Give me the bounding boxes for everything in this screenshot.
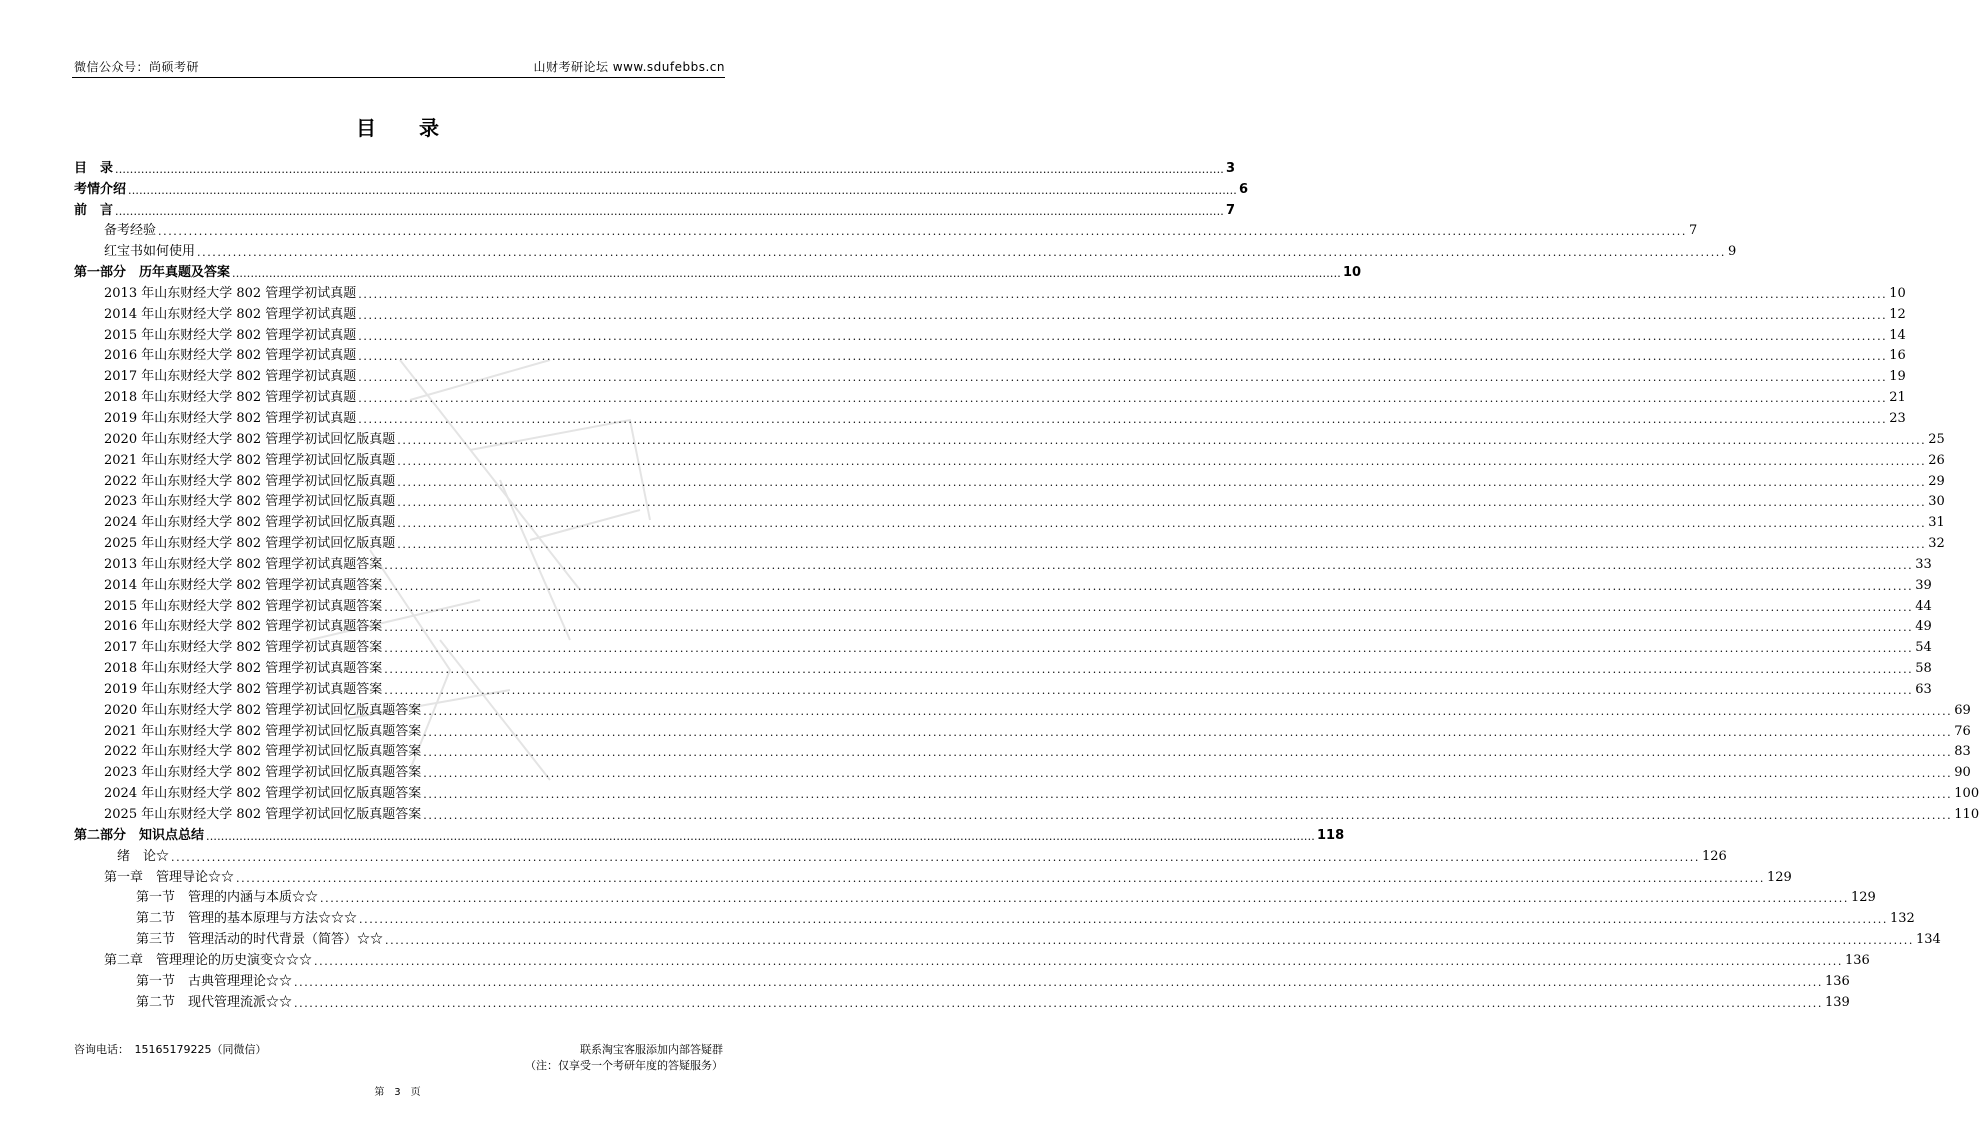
toc-leader-dots: ............................................................................................................................................................................................................................................................................................................ bbox=[358, 412, 1888, 426]
toc-entry[interactable] bbox=[74, 551, 1932, 572]
toc-entry[interactable] bbox=[74, 905, 1915, 927]
toc-leader-dots: ............................................................................................................................................................................................................................................................................................................ bbox=[423, 767, 1953, 781]
toc-entry-title: 第二节 现代管理流派☆☆ bbox=[136, 994, 293, 1010]
toc-entry-page: 136 bbox=[1825, 973, 1850, 989]
toc-entry-title: 前 言 bbox=[74, 202, 114, 218]
toc-entry[interactable] bbox=[74, 489, 1945, 510]
toc-leader-dots: ............................................................................................................................................................................................................................................................................................................ bbox=[397, 475, 1927, 489]
toc-entry-title: 2025 年山东财经大学 802 管理学初试回忆版真题 bbox=[104, 536, 396, 552]
toc-entry-page: 16 bbox=[1889, 348, 1906, 364]
toc-entry-page: 100 bbox=[1954, 786, 1979, 802]
toc-entry-page: 139 bbox=[1825, 994, 1850, 1010]
toc-entry-page: 136 bbox=[1845, 952, 1870, 968]
toc-entry[interactable] bbox=[74, 593, 1932, 614]
toc-leader-dots: ............................................................................................................................................................................................................................................................................................................ bbox=[358, 308, 1888, 322]
toc-entry-title: 2013 年山东财经大学 802 管理学初试真题 bbox=[104, 285, 357, 301]
toc-entry[interactable] bbox=[74, 968, 1850, 989]
toc-entry[interactable] bbox=[74, 864, 1792, 885]
toc-entry-title: 备考经验 bbox=[104, 223, 157, 239]
toc-entry-title: 第二部分 知识点总结 bbox=[74, 827, 205, 843]
toc-leader-dots: ............................................................................................................................................................................................................................................................................................................ bbox=[384, 621, 1914, 635]
toc-leader-dots: ............................................................................................................................................................................................................................................................................................................ bbox=[384, 642, 1914, 656]
header-left-text: 微信公众号：尚硕考研 bbox=[74, 60, 200, 74]
toc-entry-page: 33 bbox=[1915, 556, 1932, 572]
toc-entry-page: 31 bbox=[1928, 515, 1945, 531]
toc-entry[interactable] bbox=[74, 447, 1945, 468]
toc-entry[interactable] bbox=[74, 947, 1870, 968]
toc-entry[interactable] bbox=[74, 655, 1932, 677]
toc-entry-title: 2014 年山东财经大学 802 管理学初试真题 bbox=[104, 306, 357, 322]
toc-entry-title: 2018 年山东财经大学 802 管理学初试真题 bbox=[104, 390, 357, 406]
toc-entry-page: 19 bbox=[1889, 369, 1906, 385]
toc-entry-page: 126 bbox=[1702, 848, 1727, 864]
toc-leader-dots: ............................................................................................................................................................................................................................................................................................................ bbox=[397, 433, 1927, 447]
footer-note-detail: （注：仅享受一个考研年度的答疑服务） bbox=[525, 1059, 723, 1072]
toc-entry-title: 2013 年山东财经大学 802 管理学初试真题答案 bbox=[104, 556, 383, 572]
toc-entry[interactable] bbox=[74, 530, 1945, 552]
toc-leader-dots: ............................................................................................................................................................................................................................................................................................................ bbox=[314, 954, 1843, 968]
toc-entry[interactable] bbox=[74, 405, 1906, 426]
toc-entry[interactable] bbox=[74, 614, 1932, 635]
toc-entry[interactable] bbox=[74, 822, 1345, 843]
toc-entry-title: 第二章 管理理论的历史演变☆☆☆ bbox=[104, 952, 313, 968]
toc-entry-page: 63 bbox=[1915, 681, 1932, 697]
toc-entry-title: 2024 年山东财经大学 802 管理学初试回忆版真题答案 bbox=[104, 786, 422, 802]
toc-entry-title: 2025 年山东财经大学 802 管理学初试回忆版真题答案 bbox=[104, 807, 422, 822]
toc-entry-title: 2016 年山东财经大学 802 管理学初试真题 bbox=[104, 348, 357, 364]
toc-entry-title: 2022 年山东财经大学 802 管理学初试回忆版真题 bbox=[104, 473, 396, 489]
toc-entry-page: 23 bbox=[1889, 410, 1906, 426]
toc-entry[interactable] bbox=[74, 238, 1737, 260]
toc-leader-dots: ............................................................................................................................................................................................................................................................................................................ bbox=[384, 600, 1914, 614]
page-title: 目 录 bbox=[356, 116, 457, 140]
page-number: 第 3 页 bbox=[374, 1087, 421, 1098]
toc-entry-page: 7 bbox=[1689, 223, 1698, 239]
toc-leader-dots: ............................................................................................................................................................................................................................................................................................................ bbox=[171, 850, 1700, 864]
toc-entry-title: 2023 年山东财经大学 802 管理学初试回忆版真题 bbox=[104, 494, 396, 510]
toc-entry-title: 第一节 古典管理理论☆☆ bbox=[136, 973, 293, 989]
toc-leader-dots: ............................................................................................................................................................................................................................................................................................................ bbox=[358, 350, 1888, 364]
toc-entry-page: 30 bbox=[1928, 494, 1945, 510]
toc-entry[interactable] bbox=[74, 280, 1906, 301]
toc-entry-title: 第一节 管理的内涵与本质☆☆ bbox=[136, 890, 319, 906]
toc-entry-page: 14 bbox=[1889, 327, 1906, 343]
toc-entry[interactable] bbox=[74, 572, 1932, 593]
toc-entry-title: 第三节 管理活动的时代背景（简答）☆☆ bbox=[136, 932, 384, 948]
toc-leader-dots: ............................................................................................................................................................................................................................................................................................................ bbox=[397, 454, 1927, 468]
toc-leader-dots: ............................................................................................................................................................................................................................................................................................................ bbox=[359, 913, 1888, 927]
toc-leader-dots: ............................................................................................................................................................................................................................................................................................................ bbox=[232, 267, 1341, 281]
toc-entry[interactable] bbox=[74, 676, 1932, 697]
toc-entry-page: 132 bbox=[1890, 911, 1915, 927]
toc-leader-dots: ............................................................................................................................................................................................................................................................................................................ bbox=[384, 683, 1914, 697]
toc-entry-page: 90 bbox=[1954, 765, 1971, 781]
table-of-contents bbox=[74, 155, 1979, 1010]
toc-entry[interactable] bbox=[74, 363, 1906, 385]
toc-entry-title: 第二节 管理的基本原理与方法☆☆☆ bbox=[136, 911, 358, 927]
toc-entry-page: 29 bbox=[1928, 473, 1945, 489]
toc-leader-dots: ............................................................................................................................................................................................................................................................................................................ bbox=[397, 538, 1927, 552]
toc-entry-page: 129 bbox=[1767, 869, 1792, 885]
toc-leader-dots: ............................................................................................................................................................................................................................................................................................................ bbox=[423, 746, 1953, 760]
toc-leader-dots: ............................................................................................................................................................................................................................................................................................................ bbox=[423, 704, 1953, 718]
toc-entry-title: 2023 年山东财经大学 802 管理学初试回忆版真题答案 bbox=[104, 765, 422, 781]
toc-entry[interactable] bbox=[74, 801, 1979, 822]
toc-entry-page: 129 bbox=[1851, 890, 1876, 906]
toc-entry-page: 9 bbox=[1728, 244, 1737, 260]
toc-entry-title: 2020 年山东财经大学 802 管理学初试回忆版真题答案 bbox=[104, 702, 422, 718]
toc-entry[interactable] bbox=[74, 718, 1971, 739]
toc-entry-page: 76 bbox=[1954, 723, 1971, 739]
toc-entry[interactable] bbox=[74, 176, 1249, 197]
toc-entry-title: 考情介绍 bbox=[74, 181, 127, 197]
toc-entry-page: 25 bbox=[1928, 431, 1945, 447]
toc-entry[interactable] bbox=[74, 509, 1945, 531]
toc-entry[interactable] bbox=[74, 989, 1850, 1010]
toc-leader-dots: ............................................................................................................................................................................................................................................................................................................ bbox=[294, 996, 1823, 1010]
header-right-text: 山财考研论坛 www.sdufebbs.cn bbox=[533, 60, 725, 74]
toc-leader-dots: ............................................................................................................................................................................................................................................................................................................ bbox=[158, 225, 1687, 239]
toc-entry-title: 2016 年山东财经大学 802 管理学初试真题答案 bbox=[104, 619, 383, 635]
toc-entry-page: 58 bbox=[1915, 661, 1932, 677]
toc-entry-title: 2020 年山东财经大学 802 管理学初试回忆版真题 bbox=[104, 431, 396, 447]
toc-leader-dots: ............................................................................................................................................................................................................................................................................................................ bbox=[358, 329, 1888, 343]
toc-leader-dots: ............................................................................................................................................................................................................................................................................................................ bbox=[397, 496, 1927, 510]
toc-entry[interactable] bbox=[74, 218, 1698, 239]
toc-entry[interactable] bbox=[74, 780, 1979, 802]
toc-entry-page: 32 bbox=[1928, 536, 1945, 552]
toc-entry[interactable] bbox=[74, 197, 1236, 218]
toc-leader-dots: ............................................................................................................................................................................................................................................................................................................ bbox=[423, 788, 1953, 802]
toc-leader-dots: ............................................................................................................................................................................................................................................................................................................ bbox=[320, 892, 1849, 906]
toc-entry-page: 39 bbox=[1915, 577, 1932, 593]
toc-entry-page: 49 bbox=[1915, 619, 1932, 635]
toc-entry-page: 83 bbox=[1954, 744, 1971, 760]
toc-entry-page: 110 bbox=[1954, 807, 1979, 822]
toc-entry-page: 134 bbox=[1916, 932, 1941, 948]
toc-leader-dots: ............................................................................................................................................................................................................................................................................................................ bbox=[197, 246, 1726, 260]
toc-leader-dots: ............................................................................................................................................................................................................................................................................................................ bbox=[423, 809, 1953, 822]
toc-entry-title: 2019 年山东财经大学 802 管理学初试真题答案 bbox=[104, 681, 383, 697]
toc-entry-title: 2021 年山东财经大学 802 管理学初试回忆版真题 bbox=[104, 452, 396, 468]
toc-entry[interactable] bbox=[74, 468, 1945, 489]
toc-leader-dots: ............................................................................................................................................................................................................................................................................................................ bbox=[397, 517, 1927, 531]
toc-leader-dots: ............................................................................................................................................................................................................................................................................................................ bbox=[294, 975, 1823, 989]
toc-entry[interactable] bbox=[74, 759, 1971, 781]
toc-entry[interactable] bbox=[74, 843, 1727, 864]
toc-entry[interactable] bbox=[74, 343, 1906, 364]
toc-leader-dots: ............................................................................................................................................................................................................................................................................................................ bbox=[358, 287, 1888, 301]
footer-note: 联系淘宝客服添加内部答疑群 bbox=[580, 1043, 723, 1056]
toc-entry-title: 2015 年山东财经大学 802 管理学初试真题 bbox=[104, 327, 357, 343]
toc-leader-dots: ............................................................................................................................................................................................................................................................................................................ bbox=[128, 183, 1237, 197]
toc-entry[interactable] bbox=[74, 697, 1971, 718]
toc-entry-title: 2022 年山东财经大学 802 管理学初试回忆版真题答案 bbox=[104, 744, 422, 760]
toc-entry-page: 54 bbox=[1915, 640, 1932, 656]
footer-contact: 咨询电话： 15165179225（同微信） bbox=[74, 1043, 267, 1056]
toc-entry-title: 2024 年山东财经大学 802 管理学初试回忆版真题 bbox=[104, 515, 396, 531]
toc-leader-dots: ............................................................................................................................................................................................................................................................................................................ bbox=[115, 162, 1224, 176]
toc-entry[interactable] bbox=[74, 155, 1236, 176]
toc-entry-page: 21 bbox=[1889, 390, 1906, 406]
toc-entry[interactable] bbox=[74, 739, 1971, 760]
toc-entry[interactable] bbox=[74, 926, 1941, 948]
toc-entry-page: 3 bbox=[1226, 160, 1236, 176]
toc-entry-title: 绪 论☆ bbox=[104, 848, 170, 864]
toc-entry-page: 10 bbox=[1889, 285, 1906, 301]
toc-leader-dots: ............................................................................................................................................................................................................................................................................................................ bbox=[384, 558, 1914, 572]
toc-entry-title: 第一章 管理导论☆☆ bbox=[104, 869, 235, 885]
toc-entry[interactable] bbox=[74, 634, 1932, 656]
toc-entry[interactable] bbox=[74, 384, 1906, 406]
toc-leader-dots: ............................................................................................................................................................................................................................................................................................................ bbox=[423, 725, 1953, 739]
toc-entry-title: 2021 年山东财经大学 802 管理学初试回忆版真题答案 bbox=[104, 723, 422, 739]
toc-entry-page: 69 bbox=[1954, 702, 1971, 718]
toc-entry-page: 44 bbox=[1915, 598, 1932, 614]
toc-entry-title: 2017 年山东财经大学 802 管理学初试真题 bbox=[104, 369, 357, 385]
toc-entry-page: 118 bbox=[1317, 827, 1345, 843]
toc-entry-page: 6 bbox=[1239, 181, 1249, 197]
toc-leader-dots: ............................................................................................................................................................................................................................................................................................................ bbox=[358, 371, 1888, 385]
toc-entry[interactable] bbox=[74, 322, 1906, 343]
toc-entry[interactable] bbox=[74, 301, 1906, 322]
toc-leader-dots: ............................................................................................................................................................................................................................................................................................................ bbox=[385, 934, 1914, 948]
toc-entry-page: 12 bbox=[1889, 306, 1906, 322]
toc-entry-title: 2017 年山东财经大学 802 管理学初试真题答案 bbox=[104, 640, 383, 656]
toc-entry[interactable] bbox=[74, 426, 1945, 447]
toc-entry-page: 26 bbox=[1928, 452, 1945, 468]
toc-leader-dots: ............................................................................................................................................................................................................................................................................................................ bbox=[358, 392, 1888, 406]
toc-leader-dots: ............................................................................................................................................................................................................................................................................................................ bbox=[384, 663, 1914, 677]
toc-leader-dots: ............................................................................................................................................................................................................................................................................................................ bbox=[115, 204, 1224, 218]
toc-leader-dots: ............................................................................................................................................................................................................................................................................................................ bbox=[236, 871, 1765, 885]
toc-entry-title: 2015 年山东财经大学 802 管理学初试真题答案 bbox=[104, 598, 383, 614]
toc-entry-title: 2019 年山东财经大学 802 管理学初试真题 bbox=[104, 410, 357, 426]
toc-entry-title: 第一部分 历年真题及答案 bbox=[74, 265, 231, 281]
toc-leader-dots: ............................................................................................................................................................................................................................................................................................................ bbox=[384, 579, 1914, 593]
toc-entry-title: 目 录 bbox=[74, 160, 114, 176]
toc-entry-title: 2018 年山东财经大学 802 管理学初试真题答案 bbox=[104, 661, 383, 677]
header-divider bbox=[72, 77, 725, 78]
toc-entry[interactable] bbox=[74, 259, 1362, 281]
toc-entry[interactable] bbox=[74, 885, 1876, 906]
toc-entry-title: 红宝书如何使用 bbox=[104, 244, 196, 260]
toc-entry-page: 10 bbox=[1343, 265, 1362, 281]
toc-entry-page: 7 bbox=[1226, 202, 1236, 218]
toc-leader-dots: ............................................................................................................................................................................................................................................................................................................ bbox=[206, 829, 1315, 843]
toc-entry-title: 2014 年山东财经大学 802 管理学初试真题答案 bbox=[104, 577, 383, 593]
